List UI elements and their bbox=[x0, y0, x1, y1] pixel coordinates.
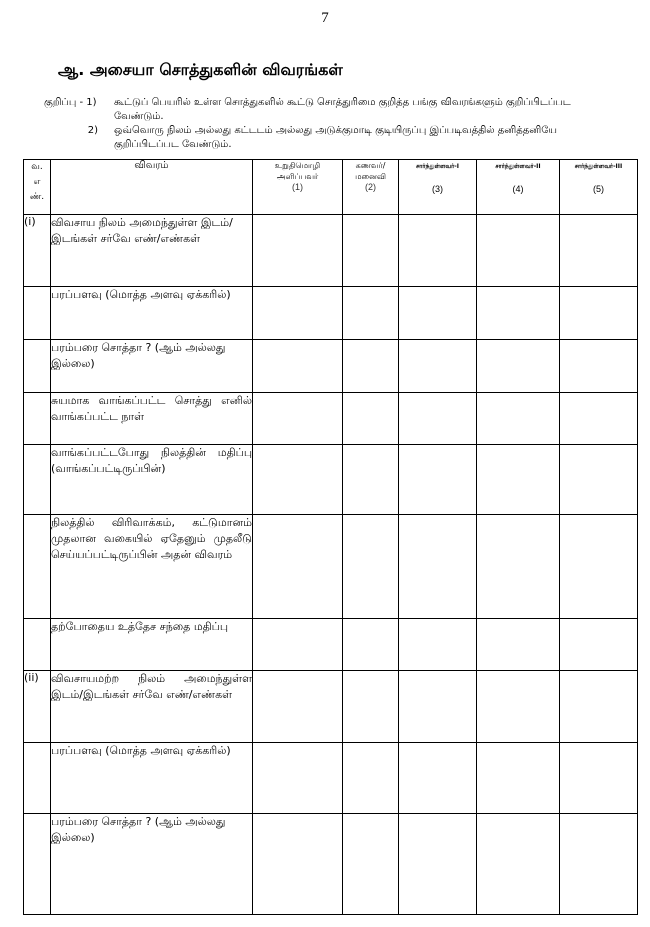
row-description: பரப்பளவு (மொத்த அளவு ஏக்கரில்) bbox=[51, 287, 253, 340]
cell-dependent-3[interactable] bbox=[560, 814, 638, 915]
cell-dependent-3[interactable] bbox=[560, 743, 638, 814]
cell-spouse[interactable] bbox=[343, 287, 399, 340]
header-serial-number bbox=[24, 160, 51, 215]
table-row bbox=[24, 814, 638, 915]
header-dependent-3-number: (5) bbox=[593, 184, 604, 194]
table-row bbox=[24, 743, 638, 814]
table-row bbox=[24, 671, 638, 743]
header-sno-line-3: ண். bbox=[29, 192, 45, 202]
note-1-lead: குறிப்பு - 1) bbox=[44, 97, 97, 108]
table-row bbox=[24, 287, 638, 340]
row-description: வாங்கப்பட்டபோது நிலத்தின் மதிப்பு (வாங்கப்பட்டிருப்பின்) bbox=[51, 445, 253, 515]
row-description: விவசாய நிலம் அமைந்துள்ள இடம்/இடங்கள் சர்வே எண்/எண்கள் bbox=[51, 215, 253, 287]
row-serial bbox=[24, 287, 51, 340]
row-description: பரம்பரை சொத்தா ? (ஆம் அல்லது இல்லை) bbox=[51, 814, 253, 915]
cell-dependent-3[interactable] bbox=[560, 671, 638, 743]
cell-spouse[interactable] bbox=[343, 515, 399, 619]
row-serial bbox=[24, 340, 51, 393]
row-serial: (ii) bbox=[24, 671, 51, 743]
header-dependent-2-label: சார்ந்துள்ளவர்-II bbox=[495, 163, 541, 170]
cell-dependent-2[interactable] bbox=[477, 671, 560, 743]
cell-spouse[interactable] bbox=[343, 619, 399, 671]
cell-declarant[interactable] bbox=[253, 814, 343, 915]
cell-declarant[interactable] bbox=[253, 215, 343, 287]
header-declarant-number: (1) bbox=[292, 182, 303, 192]
cell-dependent-2[interactable] bbox=[477, 743, 560, 814]
cell-dependent-3[interactable] bbox=[560, 445, 638, 515]
row-serial bbox=[24, 619, 51, 671]
cell-declarant[interactable] bbox=[253, 445, 343, 515]
row-description: பரப்பளவு (மொத்த அளவு ஏக்கரில்) bbox=[51, 743, 253, 814]
cell-dependent-1[interactable] bbox=[399, 619, 477, 671]
header-dependent-1-number: (3) bbox=[432, 184, 443, 194]
cell-declarant[interactable] bbox=[253, 340, 343, 393]
notes-block bbox=[44, 96, 604, 152]
table-header-row bbox=[24, 160, 638, 215]
table-row bbox=[24, 445, 638, 515]
cell-declarant[interactable] bbox=[253, 743, 343, 814]
cell-dependent-2[interactable] bbox=[477, 445, 560, 515]
row-serial: (i) bbox=[24, 215, 51, 287]
header-sno-line-1: வ. bbox=[31, 162, 43, 172]
row-description: தற்போதைய உத்தேச சந்தை மதிப்பு bbox=[51, 619, 253, 671]
header-spouse-number: (2) bbox=[365, 182, 376, 192]
header-dependent-2 bbox=[477, 160, 560, 215]
page-number: 7 bbox=[321, 10, 329, 26]
note-2-lead: 2) bbox=[87, 125, 98, 136]
table-row bbox=[24, 340, 638, 393]
cell-dependent-2[interactable] bbox=[477, 515, 560, 619]
header-spouse-label: கணவர்/ மனைவி bbox=[355, 161, 386, 181]
row-description: பரம்பரை சொத்தா ? (ஆம் அல்லது இல்லை) bbox=[51, 340, 253, 393]
cell-declarant[interactable] bbox=[253, 671, 343, 743]
cell-dependent-1[interactable] bbox=[399, 671, 477, 743]
cell-spouse[interactable] bbox=[343, 743, 399, 814]
note-1 bbox=[44, 96, 604, 124]
row-serial bbox=[24, 743, 51, 814]
cell-dependent-1[interactable] bbox=[399, 743, 477, 814]
cell-dependent-2[interactable] bbox=[477, 619, 560, 671]
cell-spouse[interactable] bbox=[343, 671, 399, 743]
cell-dependent-1[interactable] bbox=[399, 814, 477, 915]
row-description: நிலத்தில் விரிவாக்கம், கட்டுமானம் முதலான வகையில் ஏதேனும் முதலீடு செய்யப்பட்டிருப்பின் அதன் விவரம் bbox=[51, 515, 253, 619]
cell-dependent-3[interactable] bbox=[560, 340, 638, 393]
cell-spouse[interactable] bbox=[343, 215, 399, 287]
immovable-assets-table bbox=[23, 159, 638, 915]
cell-spouse[interactable] bbox=[343, 814, 399, 915]
cell-spouse[interactable] bbox=[343, 393, 399, 445]
row-serial bbox=[24, 515, 51, 619]
cell-dependent-3[interactable] bbox=[560, 393, 638, 445]
header-declarant-label: உறுதிமொழி அளிப்பவர் bbox=[274, 161, 321, 181]
row-description: சுயமாக வாங்கப்பட்ட சொத்து எனில் வாங்கப்பட்ட நாள் bbox=[51, 393, 253, 445]
row-description: விவசாயமற்ற நிலம் அமைந்துள்ள இடம்/இடங்கள் சர்வே எண்/எண்கள் bbox=[51, 671, 253, 743]
header-declarant bbox=[253, 160, 343, 215]
cell-dependent-3[interactable] bbox=[560, 215, 638, 287]
cell-dependent-1[interactable] bbox=[399, 287, 477, 340]
section-title: ஆ. அசையா சொத்துகளின் விவரங்கள் bbox=[58, 60, 343, 79]
header-spouse bbox=[343, 160, 399, 215]
cell-dependent-3[interactable] bbox=[560, 619, 638, 671]
header-dependent-2-number: (4) bbox=[512, 184, 524, 194]
cell-dependent-2[interactable] bbox=[477, 287, 560, 340]
header-dependent-1 bbox=[399, 160, 477, 215]
header-sno-line-2: எ bbox=[33, 177, 41, 187]
cell-dependent-1[interactable] bbox=[399, 215, 477, 287]
note-2 bbox=[44, 124, 604, 152]
table-row bbox=[24, 393, 638, 445]
cell-declarant[interactable] bbox=[253, 515, 343, 619]
note-1-text: கூட்டுப் பெயரில் உள்ள சொத்துகளில் கூட்டு சொத்துரிமை குறித்த பங்கு விவரங்களும் குறிப்பிடப்பட வேண்டும். bbox=[114, 97, 571, 122]
header-dependent-3-label: சார்ந்துள்ளவர்-III bbox=[574, 163, 623, 170]
cell-dependent-2[interactable] bbox=[477, 393, 560, 445]
row-serial bbox=[24, 445, 51, 515]
table-row bbox=[24, 215, 638, 287]
header-description: விவரம் bbox=[51, 160, 253, 215]
cell-dependent-3[interactable] bbox=[560, 287, 638, 340]
cell-dependent-2[interactable] bbox=[477, 814, 560, 915]
table-row bbox=[24, 515, 638, 619]
row-serial bbox=[24, 814, 51, 915]
header-dependent-3 bbox=[560, 160, 638, 215]
cell-declarant[interactable] bbox=[253, 393, 343, 445]
row-serial bbox=[24, 393, 51, 445]
cell-dependent-1[interactable] bbox=[399, 445, 477, 515]
cell-dependent-1[interactable] bbox=[399, 340, 477, 393]
cell-dependent-2[interactable] bbox=[477, 340, 560, 393]
cell-dependent-2[interactable] bbox=[477, 215, 560, 287]
cell-spouse[interactable] bbox=[343, 340, 399, 393]
header-dependent-1-label: சார்ந்துள்ளவர்-I bbox=[415, 163, 460, 170]
cell-dependent-3[interactable] bbox=[560, 515, 638, 619]
cell-spouse[interactable] bbox=[343, 445, 399, 515]
cell-declarant[interactable] bbox=[253, 619, 343, 671]
cell-dependent-1[interactable] bbox=[399, 393, 477, 445]
table-row bbox=[24, 619, 638, 671]
cell-declarant[interactable] bbox=[253, 287, 343, 340]
note-2-text: ஒவ்வொரு நிலம் அல்லது கட்டடம் அல்லது அடுக்குமாடி குடியிருப்பு இப்படிவத்தில் தனித்தனியே குறிப்பிடப்பட வேண்டும். bbox=[114, 125, 557, 150]
cell-dependent-1[interactable] bbox=[399, 515, 477, 619]
